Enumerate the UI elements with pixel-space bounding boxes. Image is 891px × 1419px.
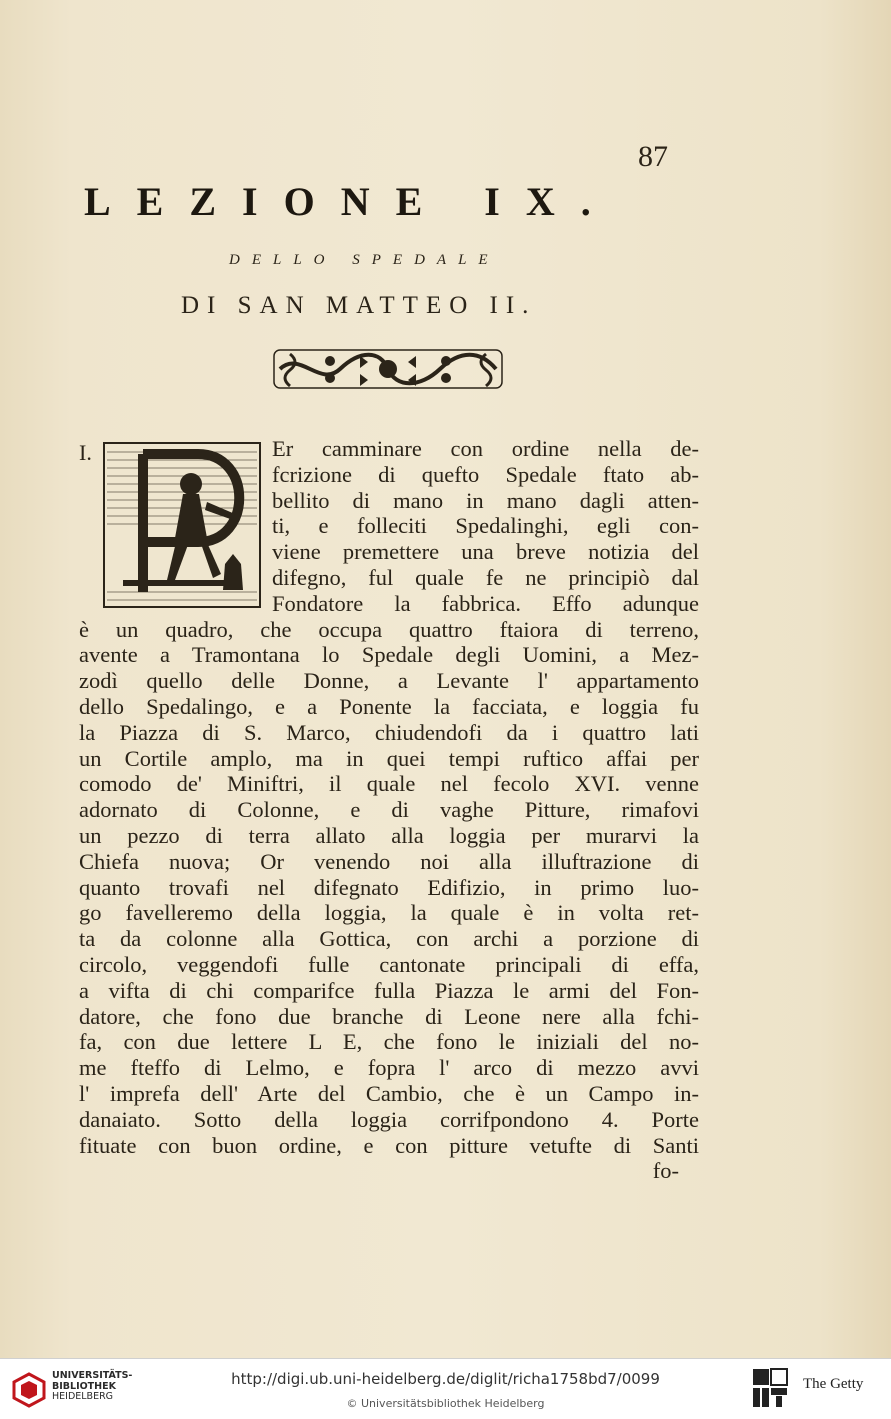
- text-line: adornato di Colonne, e di vaghe Pitture, rimafovi: [79, 797, 699, 823]
- lesson-subtitle: DELLO SPEDALE: [229, 252, 500, 268]
- ub-name-line: HEIDELBERG: [52, 1391, 114, 1402]
- permalink-url[interactable]: http://digi.ub.uni-heidelberg.de/diglit/richa1758bd7/0099: [231, 1370, 660, 1388]
- text-line: fituate con buon ordine, e con pitture vetufte di Santi: [79, 1132, 699, 1158]
- catchword: fo-: [652, 1158, 679, 1184]
- page-number: 87: [638, 140, 668, 173]
- getty-name[interactable]: The Getty: [803, 1376, 864, 1392]
- body-text: [79, 436, 699, 1184]
- text-line: un pezzo di terra allato alla loggia per murarvi la: [79, 822, 699, 848]
- text-line: circolo, veggendofi fulle cantonate principali di effa,: [79, 951, 699, 977]
- text-line: go favelleremo della loggia, la quale è in volta ret-: [79, 900, 699, 926]
- text-line: fa, con due lettere L E, che fono le iniziali del no-: [79, 1029, 699, 1055]
- ornament-vignette: [270, 346, 506, 392]
- text-line: zodì quello delle Donne, a Levante l' appartamento: [79, 668, 699, 694]
- text-line: me fteffo di Lelmo, e fopra l' arco di mezzo avvi: [79, 1055, 699, 1081]
- getty-logo-icon[interactable]: [752, 1368, 788, 1408]
- lesson-subtitle-2: DI SAN MATTEO II.: [181, 292, 537, 319]
- text-line: ti, e folleciti Spedalinghi, egli con-: [272, 513, 699, 539]
- text-line: quanto trovafi nel difegnato Edifizio, in primo luo-: [79, 874, 699, 900]
- text-line: ta da colonne alla Gottica, con archi a porzione di: [79, 926, 699, 952]
- text-line: avente a Tramontana lo Spedale degli Uomini, a Mez-: [79, 642, 699, 668]
- text-line: un Cortile amplo, ma in quei tempi ruftico affai per: [79, 745, 699, 771]
- text-line: Er camminare con ordine nella de-: [272, 436, 699, 461]
- ub-name-line: UNIVERSITÄTS-: [52, 1370, 133, 1381]
- text-line: è un quadro, che occupa quattro ftaiora di terreno,: [79, 616, 699, 642]
- text-line: comodo de' Miniftri, il quale nel fecolo XVI. venne: [79, 771, 699, 797]
- text-line: Chiefa nuova; Or venendo noi alla illuftrazione di: [79, 848, 699, 874]
- text-line: l' imprefa dell' Arte del Cambio, che è un Campo in-: [79, 1080, 699, 1106]
- text-line: dello Spedalingo, e a Ponente la facciata, e loggia fu: [79, 693, 699, 719]
- text-line: Fondatore la fabbrica. Effo adunque: [272, 590, 699, 616]
- text-line: viene premettere una breve notizia del: [272, 539, 699, 565]
- lesson-title: LEZIONE IX.: [84, 179, 617, 224]
- text-line: a vifta di chi comparifce fulla Piazza le armi del Fon-: [79, 977, 699, 1003]
- text-line: difegno, ful quale fe ne principiò dal: [272, 564, 699, 590]
- ub-name-line: BIBLIOTHEK: [52, 1380, 116, 1392]
- text-line: fcrizione di quefto Spedale ftato ab-: [272, 461, 699, 487]
- section-number: I.: [79, 440, 92, 465]
- copyright-notice: © Universitätsbibliothek Heidelberg: [346, 1397, 545, 1410]
- text-line: danaiato. Sotto della loggia corrifpondono 4. Porte: [79, 1106, 699, 1132]
- text-line: datore, che fono due branche di Leone nere alla fchi-: [79, 1003, 699, 1029]
- viewer-footer: [0, 1358, 891, 1419]
- text-line: la Piazza di S. Marco, chiudendofi da i quattro lati: [79, 719, 699, 745]
- text-line: bellito di mano in mano dagli atten-: [272, 487, 699, 513]
